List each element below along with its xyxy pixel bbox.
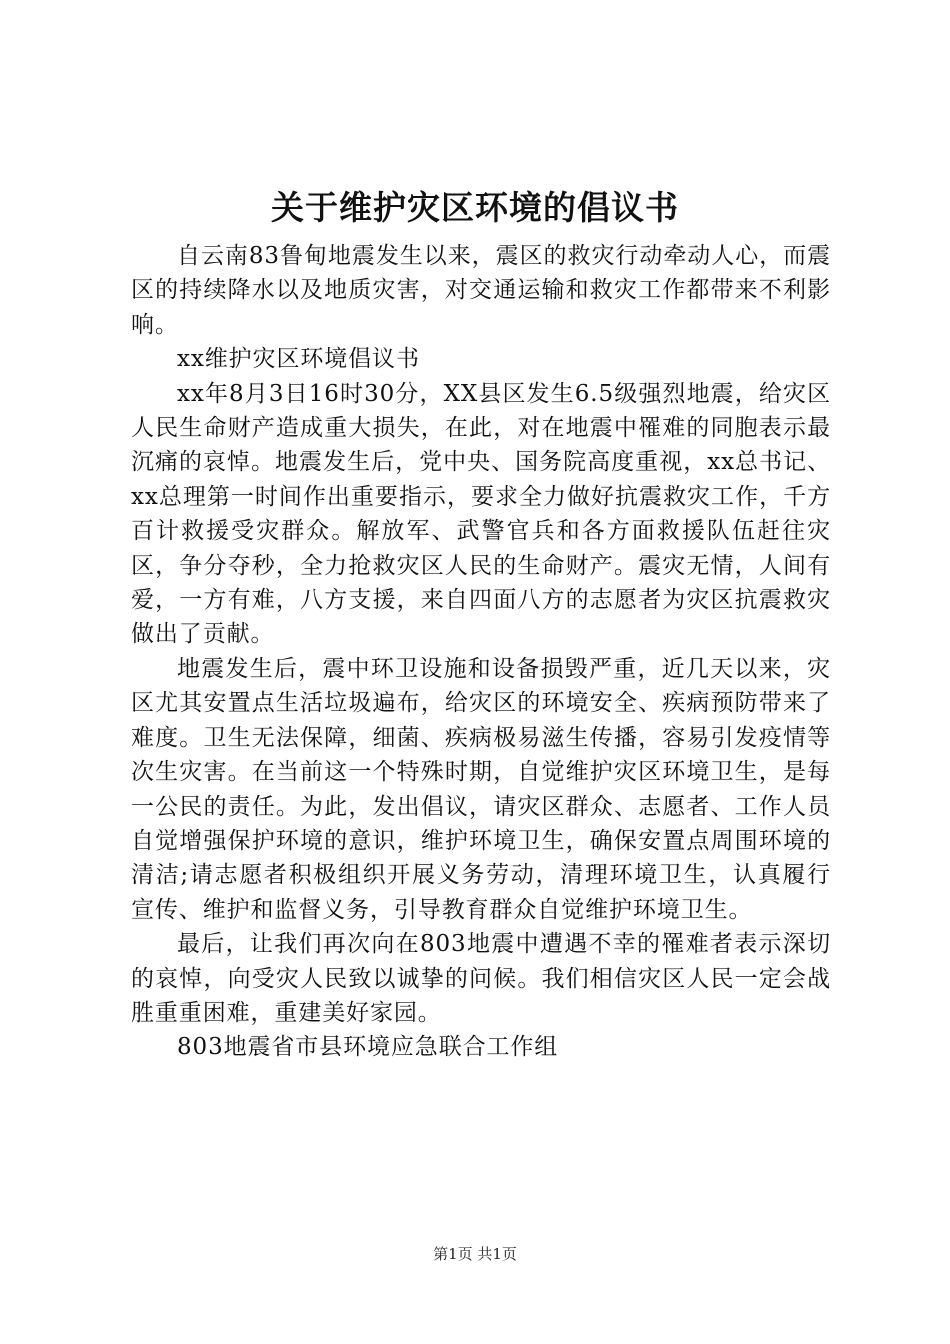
paragraph-subtitle: xx维护灾区环境倡议书	[177, 346, 420, 373]
paragraph-earthquake-report: xx年8月3日16时30分，XX县区发生6.5级强烈地震，给灾区人民生命财产造成重大损失，在此，对在地震中罹难的同胞表示最沉痛的哀悼。地震发生后，党中央、国务院高度重视，xx总书记、xx总理第一时间作出重要指示，要求全力做好抗震救灾工作，千方百计救援受灾群众。解放军、武警官兵和各方面救援队伍赶往灾区，争分夺秒，全力抢救灾区人民的生命财产。震灾无情，人间有爱，一方有难，八方支援，来自四面八方的志愿者为灾区抗震救灾做出了贡献。	[131, 380, 831, 648]
paragraph-intro: 自云南83鲁甸地震发生以来，震区的救灾行动牵动人心，而震区的持续降水以及地质灾害，对交通运输和救灾工作都带来不利影响。	[131, 243, 831, 338]
paragraph-closing: 最后，让我们再次向在803地震中遭遇不幸的罹难者表示深切的哀悼，向受灾人民致以诚挚的问候。我们相信灾区人民一定会战胜重重困难，重建美好家园。	[131, 931, 831, 1026]
document-body	[131, 239, 831, 1065]
paragraph-proposal: 地震发生后，震中环卫设施和设备损毁严重，近几天以来，灾区尤其安置点生活垃圾遍布，给灾区的环境安全、疾病预防带来了难度。卫生无法保障，细菌、疾病极易滋生传播，容易引发疫情等次生灾害。在当前这一个特殊时期，自觉维护灾区环境卫生，是每一公民的责任。为此，发出倡议，请灾区群众、志愿者、工作人员自觉增强保护环境的意识，维护环境卫生，确保安置点周围环境的清洁;请志愿者积极组织开展义务劳动，清理环境卫生，认真履行宣传、维护和监督义务，引导教育群众自觉维护环境卫生。	[131, 655, 831, 923]
paragraph-signature: 803地震省市县环境应急联合工作组	[177, 1034, 559, 1061]
page-number-footer: 第1页 共1页	[433, 1245, 517, 1263]
document-title: 关于维护灾区环境的倡议书	[271, 188, 679, 227]
